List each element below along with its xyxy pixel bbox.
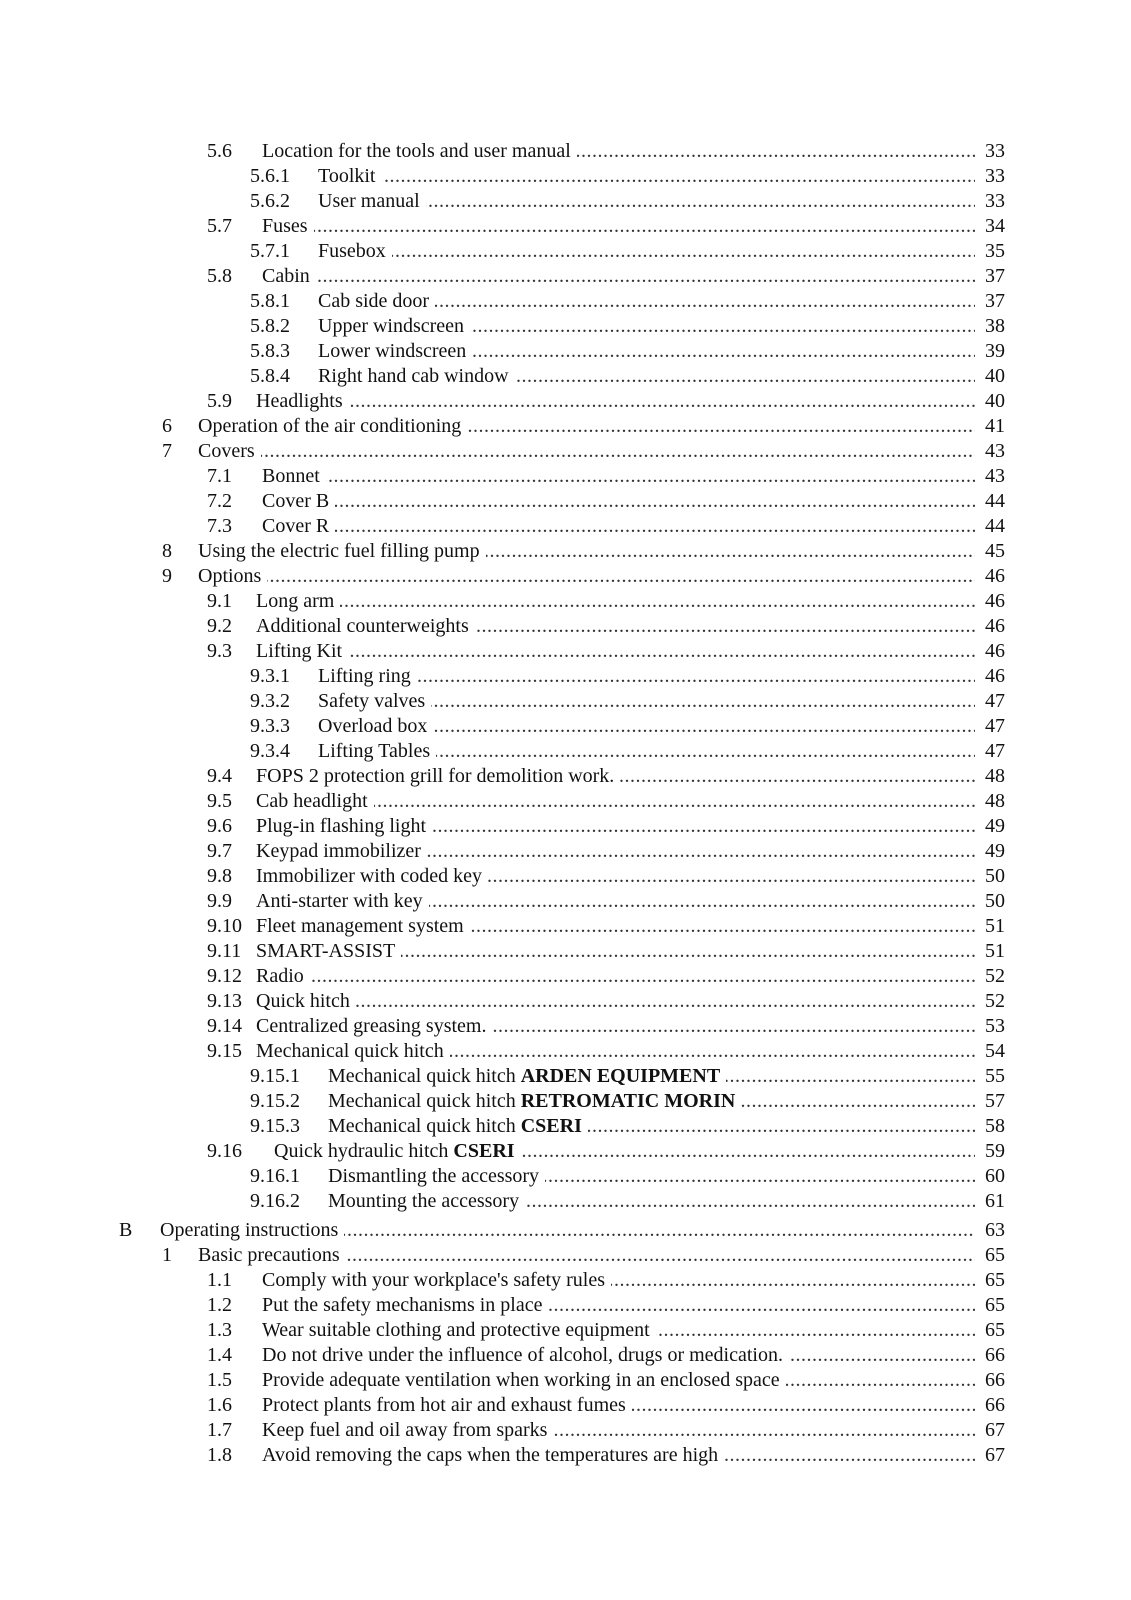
toc-entry[interactable] — [0, 164, 1131, 189]
toc-entry-page: 40 — [975, 364, 1005, 389]
toc-entry-number: 9.13 — [207, 990, 242, 1012]
toc-entry[interactable] — [0, 914, 1131, 939]
toc-entry-title — [328, 1114, 588, 1139]
toc-entry-title — [256, 1039, 450, 1064]
toc-entry-title-text: Anti-starter with key — [256, 890, 423, 912]
toc-entry-title-text: Dismantling the accessory — [328, 1165, 540, 1187]
toc-entry-number: 7.2 — [207, 490, 232, 512]
toc-entry-title — [262, 264, 316, 289]
toc-entry[interactable] — [0, 714, 1131, 739]
toc-entry-number: 5.7 — [207, 215, 232, 237]
toc-entry-title — [262, 514, 335, 539]
toc-entry-title — [262, 1343, 789, 1368]
toc-entry-number: 9.15.3 — [250, 1115, 300, 1137]
toc-entry-title-text: Mechanical quick hitch — [328, 1115, 521, 1137]
toc-entry-title — [328, 1189, 525, 1214]
toc-entry[interactable] — [0, 864, 1131, 889]
toc-entry-title — [256, 639, 348, 664]
toc-entry-page: 57 — [975, 1089, 1005, 1114]
dot-leader — [256, 989, 975, 1014]
toc-entry-title-text: Keypad immobilizer — [256, 840, 421, 862]
toc-entry-number: 5.6.1 — [250, 165, 290, 187]
toc-entry-page: 67 — [975, 1418, 1005, 1443]
toc-entry-title — [318, 164, 382, 189]
dot-leader — [262, 464, 975, 489]
toc-entry-title — [318, 189, 426, 214]
toc-entry-page: 52 — [975, 989, 1005, 1014]
toc-entry-title-text: Do not drive under the influence of alcohol, drugs or medication. — [262, 1344, 783, 1366]
toc-entry[interactable] — [0, 689, 1131, 714]
dot-leader — [256, 639, 975, 664]
toc-entry-title-text: Quick hydraulic hitch — [274, 1140, 454, 1162]
toc-entry[interactable] — [0, 1418, 1131, 1443]
toc-entry-title-text: Mechanical quick hitch — [256, 1040, 444, 1062]
toc-entry-number: 9.14 — [207, 1015, 242, 1037]
toc-entry-title-text: Toolkit — [318, 165, 376, 187]
toc-entry[interactable] — [0, 1139, 1131, 1164]
toc-entry-title-text: Long arm — [256, 590, 335, 612]
toc-entry-title — [318, 689, 431, 714]
toc-entry-number: 7.1 — [207, 465, 232, 487]
toc-entry[interactable] — [0, 339, 1131, 364]
toc-entry-number: 1.5 — [207, 1369, 232, 1391]
toc-entry-page: 46 — [975, 589, 1005, 614]
table-of-contents — [0, 139, 1131, 1468]
toc-entry-title-text: Using the electric fuel filling pump — [198, 540, 480, 562]
toc-entry-page: 47 — [975, 689, 1005, 714]
toc-entry-title-text: User manual — [318, 190, 420, 212]
toc-entry-title-text: Lifting Kit — [256, 640, 343, 662]
toc-entry-title — [198, 439, 261, 464]
toc-entry-page: 53 — [975, 1014, 1005, 1039]
dot-leader — [256, 964, 975, 989]
toc-entry[interactable] — [0, 1443, 1131, 1468]
toc-entry[interactable] — [0, 189, 1131, 214]
toc-entry-title-text: Upper windscreen — [318, 315, 465, 337]
toc-entry-page: 45 — [975, 539, 1005, 564]
toc-entry-page: 48 — [975, 789, 1005, 814]
toc-entry-title — [318, 239, 392, 264]
toc-entry-title — [256, 964, 310, 989]
toc-entry-page: 33 — [975, 139, 1005, 164]
toc-entry-title-text: Fleet management system — [256, 915, 464, 937]
toc-entry[interactable] — [0, 314, 1131, 339]
toc-entry-number: 7.3 — [207, 515, 232, 537]
toc-entry-title-text: Immobilizer with coded key — [256, 865, 483, 887]
toc-entry[interactable] — [0, 439, 1131, 464]
toc-entry-page: 46 — [975, 564, 1005, 589]
toc-entry-number: 8 — [162, 540, 172, 562]
toc-entry-title-text: Keep fuel and oil away from sparks — [262, 1419, 548, 1441]
toc-entry-title — [198, 1243, 346, 1268]
toc-entry-number: 5.6 — [207, 140, 232, 162]
toc-entry[interactable] — [0, 1164, 1131, 1189]
toc-entry[interactable] — [0, 539, 1131, 564]
toc-entry-number: 5.7.1 — [250, 240, 290, 262]
toc-entry-number: 9.1 — [207, 590, 232, 612]
toc-entry[interactable] — [0, 389, 1131, 414]
toc-entry-title-text: Radio — [256, 965, 304, 987]
toc-entry-page: 49 — [975, 814, 1005, 839]
toc-entry[interactable] — [0, 1293, 1131, 1318]
toc-entry-number: 1.2 — [207, 1294, 232, 1316]
toc-entry-title — [160, 1218, 344, 1243]
toc-entry-title-text: Safety valves — [318, 690, 426, 712]
dot-leader — [318, 239, 975, 264]
toc-entry-title — [256, 939, 401, 964]
toc-entry-number: 1.3 — [207, 1319, 232, 1341]
toc-entry-number: 9.7 — [207, 840, 232, 862]
toc-entry-title — [318, 314, 470, 339]
toc-entry[interactable] — [0, 239, 1131, 264]
toc-entry[interactable] — [0, 1243, 1131, 1268]
toc-entry-number: 9.3.3 — [250, 715, 290, 737]
toc-entry-number: 5.8.4 — [250, 365, 290, 387]
toc-entry-page: 48 — [975, 764, 1005, 789]
toc-entry-page: 39 — [975, 339, 1005, 364]
toc-entry-title — [256, 764, 620, 789]
toc-entry-page: 66 — [975, 1393, 1005, 1418]
toc-entry-number: 9 — [162, 565, 172, 587]
toc-entry-title — [262, 1368, 786, 1393]
toc-entry[interactable] — [0, 1218, 1131, 1243]
toc-entry-page: 67 — [975, 1443, 1005, 1468]
toc-entry-page: 63 — [975, 1218, 1005, 1243]
toc-entry-number: 5.9 — [207, 390, 232, 412]
toc-entry-title — [262, 464, 326, 489]
toc-entry-title-text: Mechanical quick hitch — [328, 1090, 521, 1112]
toc-entry-title — [262, 1293, 548, 1318]
toc-entry-page: 51 — [975, 914, 1005, 939]
toc-entry-page: 61 — [975, 1189, 1005, 1214]
toc-entry-page: 46 — [975, 614, 1005, 639]
toc-entry-title-text: Right hand cab window — [318, 365, 509, 387]
toc-entry-title-text: FOPS 2 protection grill for demolition work. — [256, 765, 615, 787]
toc-entry-title — [262, 489, 335, 514]
toc-entry-page: 33 — [975, 189, 1005, 214]
toc-entry-number: 9.3.4 — [250, 740, 290, 762]
dot-leader — [198, 564, 975, 589]
toc-entry-number: 7 — [162, 440, 172, 462]
toc-entry-title-text: Wear suitable clothing and protective equipment — [262, 1319, 650, 1341]
toc-entry-title — [256, 389, 349, 414]
toc-entry-title-text: Lifting ring — [318, 665, 411, 687]
toc-entry-number: 9.3.2 — [250, 690, 290, 712]
toc-entry-page: 50 — [975, 889, 1005, 914]
toc-entry-title-bold: CSERI — [453, 1140, 515, 1162]
toc-entry-title-text: Cab side door — [318, 290, 430, 312]
toc-entry-title-text: Protect plants from hot air and exhaust fumes — [262, 1394, 626, 1416]
toc-entry-page: 35 — [975, 239, 1005, 264]
toc-entry-title-text: Quick hitch — [256, 990, 350, 1012]
toc-entry-number: 9.3.1 — [250, 665, 290, 687]
toc-entry-page: 37 — [975, 264, 1005, 289]
toc-entry-title — [198, 539, 486, 564]
dot-leader — [262, 514, 975, 539]
toc-entry-page: 43 — [975, 439, 1005, 464]
toc-entry[interactable] — [0, 264, 1131, 289]
toc-entry[interactable] — [0, 639, 1131, 664]
toc-entry[interactable] — [0, 364, 1131, 389]
toc-entry[interactable] — [0, 214, 1131, 239]
toc-entry-number: 9.16 — [207, 1140, 242, 1162]
toc-entry-title — [262, 1418, 553, 1443]
toc-entry-title — [262, 1443, 724, 1468]
toc-entry-title-text: Centralized greasing system. — [256, 1015, 487, 1037]
toc-entry-title-text: Avoid removing the caps when the temperatures are high — [262, 1444, 719, 1466]
toc-entry[interactable] — [0, 1268, 1131, 1293]
dot-leader — [262, 214, 975, 239]
toc-entry-title — [256, 914, 470, 939]
toc-entry[interactable] — [0, 839, 1131, 864]
toc-entry-page: 34 — [975, 214, 1005, 239]
toc-entry-number: 5.8 — [207, 265, 232, 287]
toc-entry-number: 1 — [162, 1244, 172, 1266]
toc-entry-title-text: Operating instructions — [160, 1219, 339, 1241]
toc-entry-page: 52 — [975, 964, 1005, 989]
toc-entry-title-text: Plug-in flashing light — [256, 815, 426, 837]
toc-entry-title-text: Cab headlight — [256, 790, 368, 812]
toc-entry[interactable] — [0, 664, 1131, 689]
toc-entry-title-text: Lifting Tables — [318, 740, 431, 762]
toc-entry-number: 9.12 — [207, 965, 242, 987]
toc-entry-page: 58 — [975, 1114, 1005, 1139]
toc-entry-number: 5.6.2 — [250, 190, 290, 212]
toc-entry-page: 47 — [975, 739, 1005, 764]
toc-entry-title — [262, 1393, 632, 1418]
toc-entry-title-text: Cover R — [262, 515, 330, 537]
toc-entry[interactable] — [0, 1343, 1131, 1368]
toc-entry[interactable] — [0, 464, 1131, 489]
toc-entry-number: 9.15 — [207, 1040, 242, 1062]
toc-entry[interactable] — [0, 939, 1131, 964]
toc-entry[interactable] — [0, 1089, 1131, 1114]
toc-entry-number: 1.4 — [207, 1344, 232, 1366]
toc-entry-title-text: Headlights — [256, 390, 343, 412]
toc-entry[interactable] — [0, 1368, 1131, 1393]
toc-entry-title — [318, 714, 433, 739]
toc-entry-title — [274, 1139, 521, 1164]
toc-entry-title-bold: CSERI — [520, 1115, 582, 1137]
toc-entry-title — [256, 789, 374, 814]
toc-entry-title — [318, 339, 472, 364]
toc-entry-number: 1.1 — [207, 1269, 232, 1291]
toc-entry-title — [262, 1268, 611, 1293]
toc-entry-number: 9.5 — [207, 790, 232, 812]
toc-entry-page: 40 — [975, 389, 1005, 414]
toc-entry-title-text: Basic precautions — [198, 1244, 340, 1266]
dot-leader — [198, 439, 975, 464]
toc-entry-title-text: Fusebox — [318, 240, 386, 262]
toc-entry[interactable] — [0, 289, 1131, 314]
toc-entry-title-text: Put the safety mechanisms in place — [262, 1294, 543, 1316]
toc-entry-page: 47 — [975, 714, 1005, 739]
toc-entry-title — [256, 614, 475, 639]
toc-entry-number: 5.8.2 — [250, 315, 290, 337]
toc-entry[interactable] — [0, 1114, 1131, 1139]
toc-entry-page: 46 — [975, 639, 1005, 664]
toc-entry-title — [256, 989, 356, 1014]
toc-entry-number: B — [119, 1219, 133, 1241]
toc-entry-title — [318, 739, 436, 764]
toc-entry-page: 50 — [975, 864, 1005, 889]
toc-entry[interactable] — [0, 814, 1131, 839]
toc-entry-number: 9.3 — [207, 640, 232, 662]
toc-entry-title — [256, 1014, 493, 1039]
toc-entry[interactable] — [0, 614, 1131, 639]
toc-entry-number: 9.4 — [207, 765, 232, 787]
toc-entry-page: 66 — [975, 1343, 1005, 1368]
toc-entry-number: 9.16.1 — [250, 1165, 300, 1187]
toc-entry-number: 9.8 — [207, 865, 232, 887]
toc-entry-number: 9.15.2 — [250, 1090, 300, 1112]
toc-entry[interactable] — [0, 739, 1131, 764]
toc-entry-title-text: SMART-ASSIST — [256, 940, 396, 962]
toc-entry-title-bold: ARDEN EQUIPMENT — [520, 1065, 721, 1087]
toc-entry-number: 9.9 — [207, 890, 232, 912]
toc-entry-title — [328, 1064, 726, 1089]
toc-entry-number: 5.8.1 — [250, 290, 290, 312]
toc-entry-page: 38 — [975, 314, 1005, 339]
toc-entry-title — [198, 414, 467, 439]
toc-entry-title — [256, 589, 340, 614]
toc-entry[interactable] — [0, 1064, 1131, 1089]
toc-entry-title — [318, 664, 417, 689]
toc-entry-number: 5.8.3 — [250, 340, 290, 362]
toc-entry-title-text: Cabin — [262, 265, 310, 287]
dot-leader — [262, 489, 975, 514]
toc-entry[interactable] — [0, 564, 1131, 589]
toc-entry-page: 59 — [975, 1139, 1005, 1164]
toc-entry[interactable] — [0, 514, 1131, 539]
toc-entry-title-bold: RETROMATIC MORIN — [520, 1090, 736, 1112]
toc-entry-title — [318, 289, 435, 314]
toc-entry[interactable] — [0, 589, 1131, 614]
toc-entry-title — [318, 364, 515, 389]
toc-entry-title — [256, 864, 488, 889]
dot-leader — [262, 264, 975, 289]
toc-entry-page: 65 — [975, 1243, 1005, 1268]
toc-entry-title-text: Cover B — [262, 490, 330, 512]
toc-entry-number: 9.15.1 — [250, 1065, 300, 1087]
toc-entry-title-text: Fuses — [262, 215, 308, 237]
toc-entry-title-text: Bonnet — [262, 465, 320, 487]
toc-entry-title-text: Lower windscreen — [318, 340, 467, 362]
toc-entry-number: 9.2 — [207, 615, 232, 637]
dot-leader — [256, 589, 975, 614]
toc-entry-page: 44 — [975, 514, 1005, 539]
toc-entry-page: 33 — [975, 164, 1005, 189]
toc-entry-title — [256, 889, 429, 914]
toc-entry[interactable] — [0, 1014, 1131, 1039]
toc-entry-page: 60 — [975, 1164, 1005, 1189]
toc-entry-title — [328, 1089, 741, 1114]
toc-entry-page: 66 — [975, 1368, 1005, 1393]
toc-entry[interactable] — [0, 989, 1131, 1014]
toc-entry-title — [262, 1318, 656, 1343]
toc-entry-title-text: Comply with your workplace's safety rules — [262, 1269, 605, 1291]
toc-entry-number: 6 — [162, 415, 172, 437]
toc-entry-title — [262, 214, 314, 239]
toc-entry-title — [256, 839, 427, 864]
toc-entry-title — [328, 1164, 545, 1189]
toc-entry-number: 1.8 — [207, 1444, 232, 1466]
toc-entry-page: 43 — [975, 464, 1005, 489]
toc-entry-page: 49 — [975, 839, 1005, 864]
toc-entry-page: 55 — [975, 1064, 1005, 1089]
toc-entry-number: 9.10 — [207, 915, 242, 937]
toc-entry-title-text: Overload box — [318, 715, 428, 737]
toc-entry-number: 1.7 — [207, 1419, 232, 1441]
toc-entry-number: 9.6 — [207, 815, 232, 837]
toc-entry[interactable] — [0, 414, 1131, 439]
toc-entry[interactable] — [0, 489, 1131, 514]
dot-leader — [256, 389, 975, 414]
toc-entry[interactable] — [0, 1318, 1131, 1343]
toc-entry-title-text: Mounting the accessory — [328, 1190, 520, 1212]
toc-entry[interactable] — [0, 1039, 1131, 1064]
toc-entry[interactable] — [0, 764, 1131, 789]
toc-entry-title — [256, 814, 432, 839]
toc-entry-number: 9.16.2 — [250, 1190, 300, 1212]
toc-entry[interactable] — [0, 789, 1131, 814]
toc-entry-page: 51 — [975, 939, 1005, 964]
toc-entry-title-text: Provide adequate ventilation when working in an enclosed space — [262, 1369, 780, 1391]
toc-entry[interactable] — [0, 1393, 1131, 1418]
toc-entry-page: 44 — [975, 489, 1005, 514]
toc-entry[interactable] — [0, 139, 1131, 164]
toc-entry-title-text: Location for the tools and user manual — [262, 140, 571, 162]
toc-entry-page: 54 — [975, 1039, 1005, 1064]
toc-entry[interactable] — [0, 964, 1131, 989]
toc-entry-title — [262, 139, 577, 164]
dot-leader — [318, 164, 975, 189]
toc-entry-number: 9.11 — [207, 940, 242, 962]
toc-entry-title-text: Covers — [198, 440, 255, 462]
toc-entry[interactable] — [0, 1189, 1131, 1214]
toc-entry-page: 65 — [975, 1293, 1005, 1318]
toc-entry-title-text: Additional counterweights — [256, 615, 469, 637]
toc-entry-page: 65 — [975, 1318, 1005, 1343]
toc-entry-page: 37 — [975, 289, 1005, 314]
toc-entry-title — [198, 564, 267, 589]
toc-entry-page: 46 — [975, 664, 1005, 689]
toc-entry-page: 65 — [975, 1268, 1005, 1293]
toc-entry-title-text: Operation of the air conditioning — [198, 415, 462, 437]
toc-entry-number: 1.6 — [207, 1394, 232, 1416]
toc-entry-title-text: Mechanical quick hitch — [328, 1065, 521, 1087]
toc-entry-title-text: Options — [198, 565, 262, 587]
toc-entry[interactable] — [0, 889, 1131, 914]
toc-entry-page: 41 — [975, 414, 1005, 439]
